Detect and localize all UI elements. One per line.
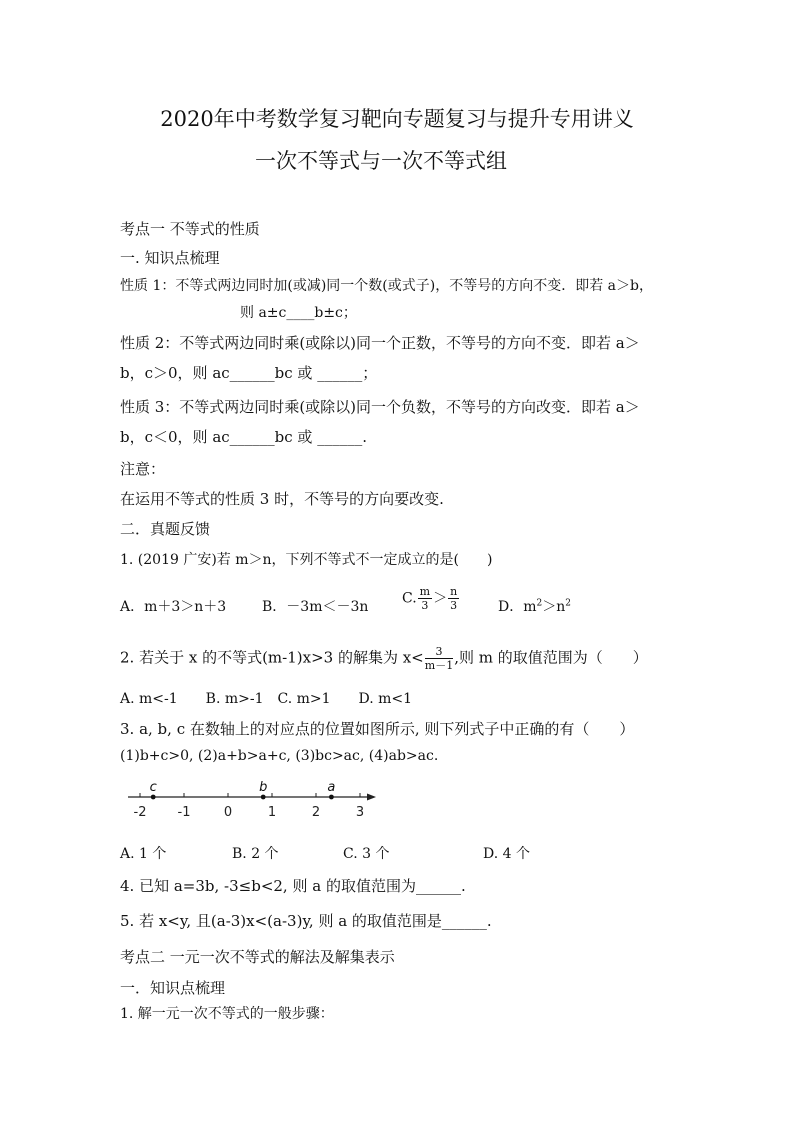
section1-part1-heading: 一. 知识点梳理	[120, 249, 220, 267]
point-b-dot	[261, 795, 266, 800]
tick-label: 3	[355, 805, 365, 820]
document-title: 2020年中考数学复习靶向专题复习与提升专用讲义	[160, 107, 634, 131]
option-c-prefix: C.	[402, 590, 417, 607]
question4: 4. 已知 a=3b, -3≤b<2, 则 a 的取值范围为______.	[120, 877, 466, 895]
fraction-denominator: m－1	[424, 659, 454, 672]
question1-option-c	[402, 586, 460, 611]
point-b-label: b	[259, 780, 268, 795]
option-d-text: D．m	[498, 599, 537, 615]
note-text: 在运用不等式的性质 3 时，不等号的方向要改变.	[120, 490, 444, 508]
fraction-numerator: n	[450, 585, 458, 598]
greater-than-sign: ＞	[433, 590, 448, 607]
question1-option-d	[498, 596, 571, 616]
question1-option-b: B．－3m＜－3n	[262, 599, 369, 615]
fraction-numerator: 3	[425, 646, 453, 659]
number-line-figure	[120, 776, 390, 826]
tick-label: 1	[267, 805, 277, 820]
property2-line2: b，c＞0，则 ac______bc 或 ______；	[120, 364, 378, 382]
option-d-text: ＞n	[542, 599, 566, 615]
fraction-n-over-3	[448, 586, 459, 611]
property1-line2: 则 a±c____b±c；	[240, 305, 357, 321]
question3-items: (1)b+c>0, (2)a+b>a+c, (3)bc>ac, (4)ab>ac.	[120, 748, 439, 764]
point-c-label: c	[149, 780, 157, 795]
question2-stem-start: 2. 若关于 x 的不等式(m-1)x>3 的解集为 x<	[120, 648, 424, 667]
question2-stem	[120, 646, 648, 671]
fraction-denominator: 3	[421, 599, 429, 612]
property3-line2: b，c＜0，则 ac______bc 或 ______.	[120, 428, 367, 446]
question3-option-c: C. 3 个	[343, 846, 390, 862]
question3-option-a: A. 1 个	[120, 846, 167, 862]
fraction-numerator: m	[419, 585, 431, 598]
question5: 5. 若 x<y, 且(a-3)x<(a-3)y, 则 a 的取值范围是______.	[120, 912, 492, 930]
point-a-dot	[329, 795, 334, 800]
note-label: 注意：	[120, 460, 166, 478]
section2-item1: 1. 解一元一次不等式的一般步骤：	[120, 1006, 334, 1022]
tick-label: -2	[133, 805, 147, 820]
fraction-m-over-3	[418, 586, 432, 611]
fraction-3-over-m-minus-1	[425, 646, 453, 671]
tick-label: 0	[223, 805, 233, 820]
question2-stem-end: ,则 m 的取值范围为（ ）	[454, 648, 648, 667]
property2-line1: 性质 2：不等式两边同时乘(或除以)同一个正数，不等号的方向不变．即若 a＞	[120, 334, 640, 352]
property3-line1: 性质 3：不等式两边同时乘(或除以)同一个负数，不等号的方向改变．即若 a＞	[120, 398, 640, 416]
number-line-arrow	[367, 794, 376, 801]
tick-label: -1	[177, 805, 191, 820]
exponent: 2	[536, 598, 543, 609]
point-a-label: a	[327, 780, 336, 795]
question3-stem: 3. a, b, c 在数轴上的对应点的位置如图所示, 则下列式子中正确的有（ ）	[120, 720, 635, 738]
exponent: 2	[565, 598, 571, 609]
tick-label: 2	[311, 805, 321, 820]
question1-option-a: A．m＋3＞n＋3	[120, 599, 227, 615]
document-subtitle: 一次不等式与一次不等式组	[255, 149, 507, 173]
section2-heading: 考点二 一元一次不等式的解法及解集表示	[120, 948, 395, 966]
question2-options: A. m<-1 B. m>-1 C. m>1 D. m<1	[120, 691, 413, 707]
question3-option-d: D. 4 个	[483, 846, 530, 862]
section1-heading: 考点一 不等式的性质	[120, 220, 260, 238]
section2-part1-heading: 一．知识点梳理	[120, 979, 226, 997]
point-c-dot	[151, 795, 156, 800]
question3-option-b: B. 2 个	[232, 846, 279, 862]
question1-stem: 1. (2019 广安)若 m＞n，下列不等式不一定成立的是( )	[120, 552, 493, 568]
property1-line1: 性质 1：不等式两边同时加(或减)同一个数(或式子)，不等号的方向不变．即若 a＞b，	[120, 278, 653, 294]
fraction-denominator: 3	[450, 599, 458, 612]
section1-part2-heading: 二．真题反馈	[120, 520, 211, 538]
